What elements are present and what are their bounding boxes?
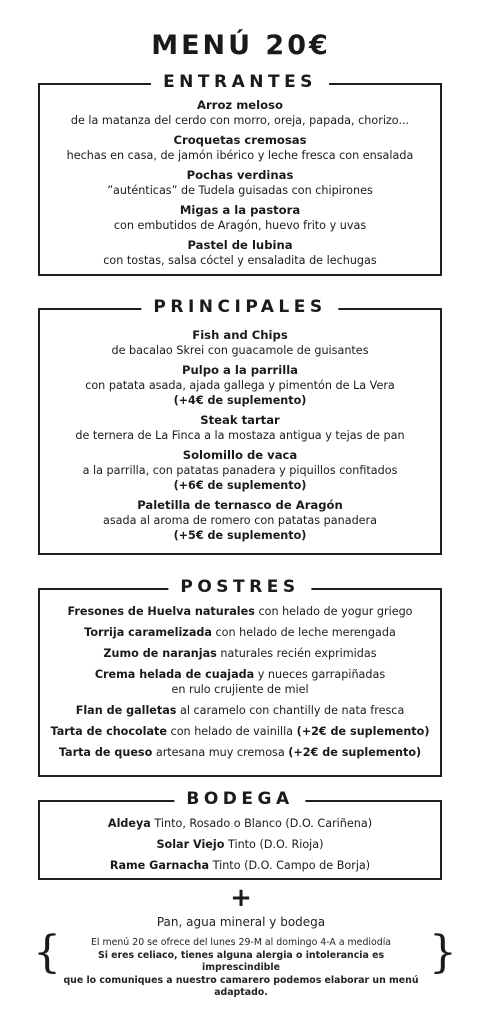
plus-icon: + [230, 883, 252, 913]
menu-item: Fish and Chips de bacalao Skrei con guacamole de guisantes [111, 328, 369, 357]
menu-item: Paletilla de ternasco de Aragón asada al aroma de romero con patatas panadera (+5€ de suplemento) [102, 498, 378, 542]
menu-item: Arroz meloso de la matanza del cerdo con morro, oreja, papada, chorizo... [70, 98, 410, 127]
menu-item: Fresones de Huelva naturales con helado de yogur griego [67, 605, 413, 618]
menu-item: Flan de galletas al caramelo con chantilly de nata fresca [75, 704, 405, 717]
right-brace-icon: } [429, 927, 457, 978]
menu-title: MENÚ 20€ [151, 30, 331, 61]
wine-item: Rame Garnacha Tinto (D.O. Campo de Borja) [109, 859, 371, 872]
menu-item: Migas a la pastora con embutidos de Aragón, huevo frito y uvas [113, 203, 367, 232]
menu-item: Solomillo de vaca a la parrilla, con patatas panadera y piquillos confitados (+6€ de suplemento) [82, 448, 398, 492]
bodega-heading: BODEGA [174, 789, 305, 809]
principales-heading: PRINCIPALES [141, 297, 338, 317]
menu-item: Tarta de chocolate con helado de vainilla (+2€ de suplemento) [50, 725, 430, 738]
left-brace-icon: { [33, 927, 61, 978]
menu-item: Pulpo a la parrilla con patata asada, ajada gallega y pimentón de La Vera (+4€ de suplemento) [85, 363, 395, 407]
menu-item: Tarta de queso artesana muy cremosa (+2€ de suplemento) [58, 746, 422, 759]
postres-section [38, 577, 442, 777]
note-line-bold: Si eres celiaco, tienes alguna alergia o intolerancia es imprescindible [97, 949, 385, 973]
footer-note [60, 937, 422, 1000]
menu-item: Pochas verdinas ”auténticas” de Tudela guisadas con chipirones [107, 168, 373, 197]
menu-item: Torrija caramelizada con helado de leche merengada [84, 626, 396, 639]
entrantes-heading: ENTRANTES [151, 72, 329, 92]
bodega-section [38, 789, 442, 880]
menu-item: Zumo de naranjas naturales recién exprimidas [103, 647, 377, 660]
menu-item: Steak tartar de ternera de La Finca a la mostaza antigua y tejas de pan [75, 413, 405, 442]
extras-text: Pan, agua mineral y bodega [156, 915, 326, 929]
postres-heading: POSTRES [168, 577, 311, 597]
note-line: El menú 20 se ofrece del lunes 29-M al domingo 4-A a mediodía [90, 937, 392, 948]
menu-item: Crema helada de cuajada y nueces garrapiñadas en rulo crujiente de miel [94, 668, 386, 696]
menu-item: Pastel de lubina con tostas, salsa cóctel y ensaladita de lechugas [103, 238, 377, 267]
entrantes-section [38, 72, 442, 276]
note-line-bold: que lo comuniques a nuestro camarero podemos elaborar un menú adaptado. [63, 974, 419, 998]
wine-item: Aldeya Tinto, Rosado o Blanco (D.O. Cariñena) [107, 817, 373, 830]
principales-section [38, 297, 442, 555]
menu-item: Croquetas cremosas hechas en casa, de jamón ibérico y leche fresca con ensalada [66, 133, 414, 162]
wine-item: Solar Viejo Tinto (D.O. Rioja) [156, 838, 324, 851]
